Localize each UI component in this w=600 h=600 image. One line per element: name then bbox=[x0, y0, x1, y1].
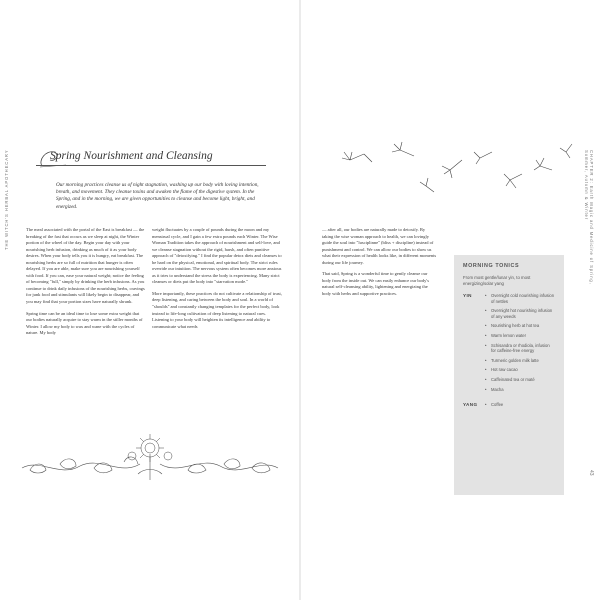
bullet-icon: • bbox=[485, 357, 487, 363]
page-number: 43 bbox=[588, 470, 594, 476]
bullet-icon: • bbox=[485, 293, 487, 298]
running-head-left: THE WITCH'S HERBAL APOTHECARY bbox=[4, 149, 9, 250]
tonic-list bbox=[485, 293, 555, 396]
bullet-icon: • bbox=[485, 386, 487, 392]
group-label: YANG bbox=[463, 402, 478, 408]
bullet-icon: • bbox=[485, 323, 487, 329]
tonic-list bbox=[485, 402, 555, 412]
list-item bbox=[485, 343, 555, 354]
running-head-right: CHAPTER 2: Earth Magic and Medicine of Spring, Summer, Autumn & Winter bbox=[584, 150, 594, 285]
paragraph: — after all, our bodies are naturally made to detoxify. By taking the wise woman approach to health, we can lovingly guide the soul into "lusciplinne" (bliss + discipline) instead of punishment and control. We can allow our bodies to show us what their expression of health looks like, in different moments during our life journey. bbox=[322, 227, 437, 265]
bullet-icon: • bbox=[485, 342, 487, 348]
bullet-icon: • bbox=[485, 402, 487, 408]
list-item bbox=[485, 367, 555, 373]
tonic-label: Hot raw cacao bbox=[491, 367, 518, 373]
paragraph: That said, Spring is a wonderful time to gently cleanse our body from the inside out. We can easily enhance our body's natural self-cleansing ability, lightening and energizing the body with herbs and supportive practices. bbox=[322, 271, 429, 296]
bullet-icon: • bbox=[485, 367, 487, 373]
morning-tonics-sidebar bbox=[454, 255, 564, 495]
list-item bbox=[485, 323, 555, 329]
list-item bbox=[485, 308, 555, 319]
paragraph: More importantly, these practices do not cultivate a relationship of trust, deep listening, and caring between the body and soul. In a world of "shoulds" and constantly changing templates for the perfect body, look instead to life-long cultivation of deep listening to natural cues. Listening to your body will heighten its intelligence and ability to communicate what needs bbox=[152, 290, 282, 329]
paragraph: The meal associated with the portal of the East is breakfast — the breaking of the fast that occurs as we sleep at night, the Winter portion of the wheel of the day. Begin your day with your nourishing herb infusion, drinking as much of it as your body desires. When your body tells you it is hungry, eat breakfast. The nourishing herbs are so full of nutrition that hunger is often delayed. If you are able, make sure you are nourishing yourself with food. If you can, ease your natural weight; notice the feeling of becoming "full," simply by drinking the herb infusions. As you continue to drink daily infusions of the nourishing herbs, cravings for junk food and stimulants will likely begin to disappear, and you may find that your portion sizes have naturally shrunk. bbox=[26, 227, 145, 305]
section-title: Spring Nourishment and Cleansing bbox=[50, 150, 213, 162]
text-column-1 bbox=[26, 227, 146, 342]
list-item bbox=[485, 358, 555, 364]
gutter bbox=[299, 0, 301, 600]
tonic-label: Macha bbox=[491, 386, 504, 392]
tonic-label: Caffeinated tea or maté bbox=[491, 376, 535, 382]
tonic-label: Schisandra or rhodiola, infusion for caffeine-free energy bbox=[491, 342, 550, 354]
bullet-icon: • bbox=[485, 332, 487, 338]
bullet-icon: • bbox=[485, 376, 487, 382]
paragraph: Spring time can be an ideal time to lose some extra weight that our bodies naturally acquire to stay warm in the stiller months of Winter. I allow my body to wax and wane with the cycles of nature. My body bbox=[26, 310, 143, 336]
tonic-label: Turmeric golden milk latte bbox=[491, 357, 539, 363]
list-item bbox=[485, 402, 555, 408]
title-rule bbox=[36, 165, 266, 166]
tonic-label: Coffee bbox=[491, 402, 504, 408]
tonic-group-yin bbox=[463, 293, 555, 396]
tonic-group-yang bbox=[463, 402, 555, 412]
text-column-2 bbox=[152, 227, 282, 335]
paragraph: weight fluctuates by a couple of pounds during the moon and my menstrual cycle, and I gain a few extra pounds each Winter. The Wise Woman Tradition takes the approach of nourishment and self-love, and we cleanse stagnation without the rigid, harsh, and often punitive approach of "detoxifying." I find the popular detox diets and cleanses to be hard on the physical, emotional, and spiritual body. The strict rules override our intuition. The nervous system often becomes more anxious as it tries to understand the stress the body is experiencing. Many strict cleanses or diets put the body into "starvation mode." bbox=[152, 227, 282, 285]
tonic-label: Overnight cold nourishing infusion of nettles bbox=[491, 293, 555, 304]
list-item bbox=[485, 377, 555, 383]
list-item bbox=[485, 333, 555, 339]
text-column-3 bbox=[322, 227, 437, 302]
dandelion-seeds-icon bbox=[330, 140, 580, 210]
intro-paragraph: Our morning practices cleanse us of night stagnation, washing up our body with loving intention, breath, and movement. They cleanse toxins and awaken the flame of the digestive system. In the Spring, and in the morning, we are given opportunities to cleanse and become light, bright, and energized. bbox=[56, 182, 259, 210]
sidebar-title: MORNING TONICS bbox=[463, 263, 520, 269]
bullet-icon: • bbox=[485, 308, 487, 314]
sidebar-intro: From most gentle/lunar yin, to most energizing/solar yang bbox=[463, 275, 531, 286]
tonic-label: Overnight hot nourishing infusion of any weeds bbox=[491, 308, 553, 319]
list-item bbox=[485, 387, 555, 393]
dandelion-border-icon bbox=[20, 428, 280, 488]
tonic-label: Warm lemon water bbox=[491, 332, 526, 338]
group-label: YIN bbox=[463, 293, 472, 298]
tonic-label: Nourishing herb at hot tea bbox=[491, 323, 540, 329]
list-item bbox=[485, 293, 555, 304]
